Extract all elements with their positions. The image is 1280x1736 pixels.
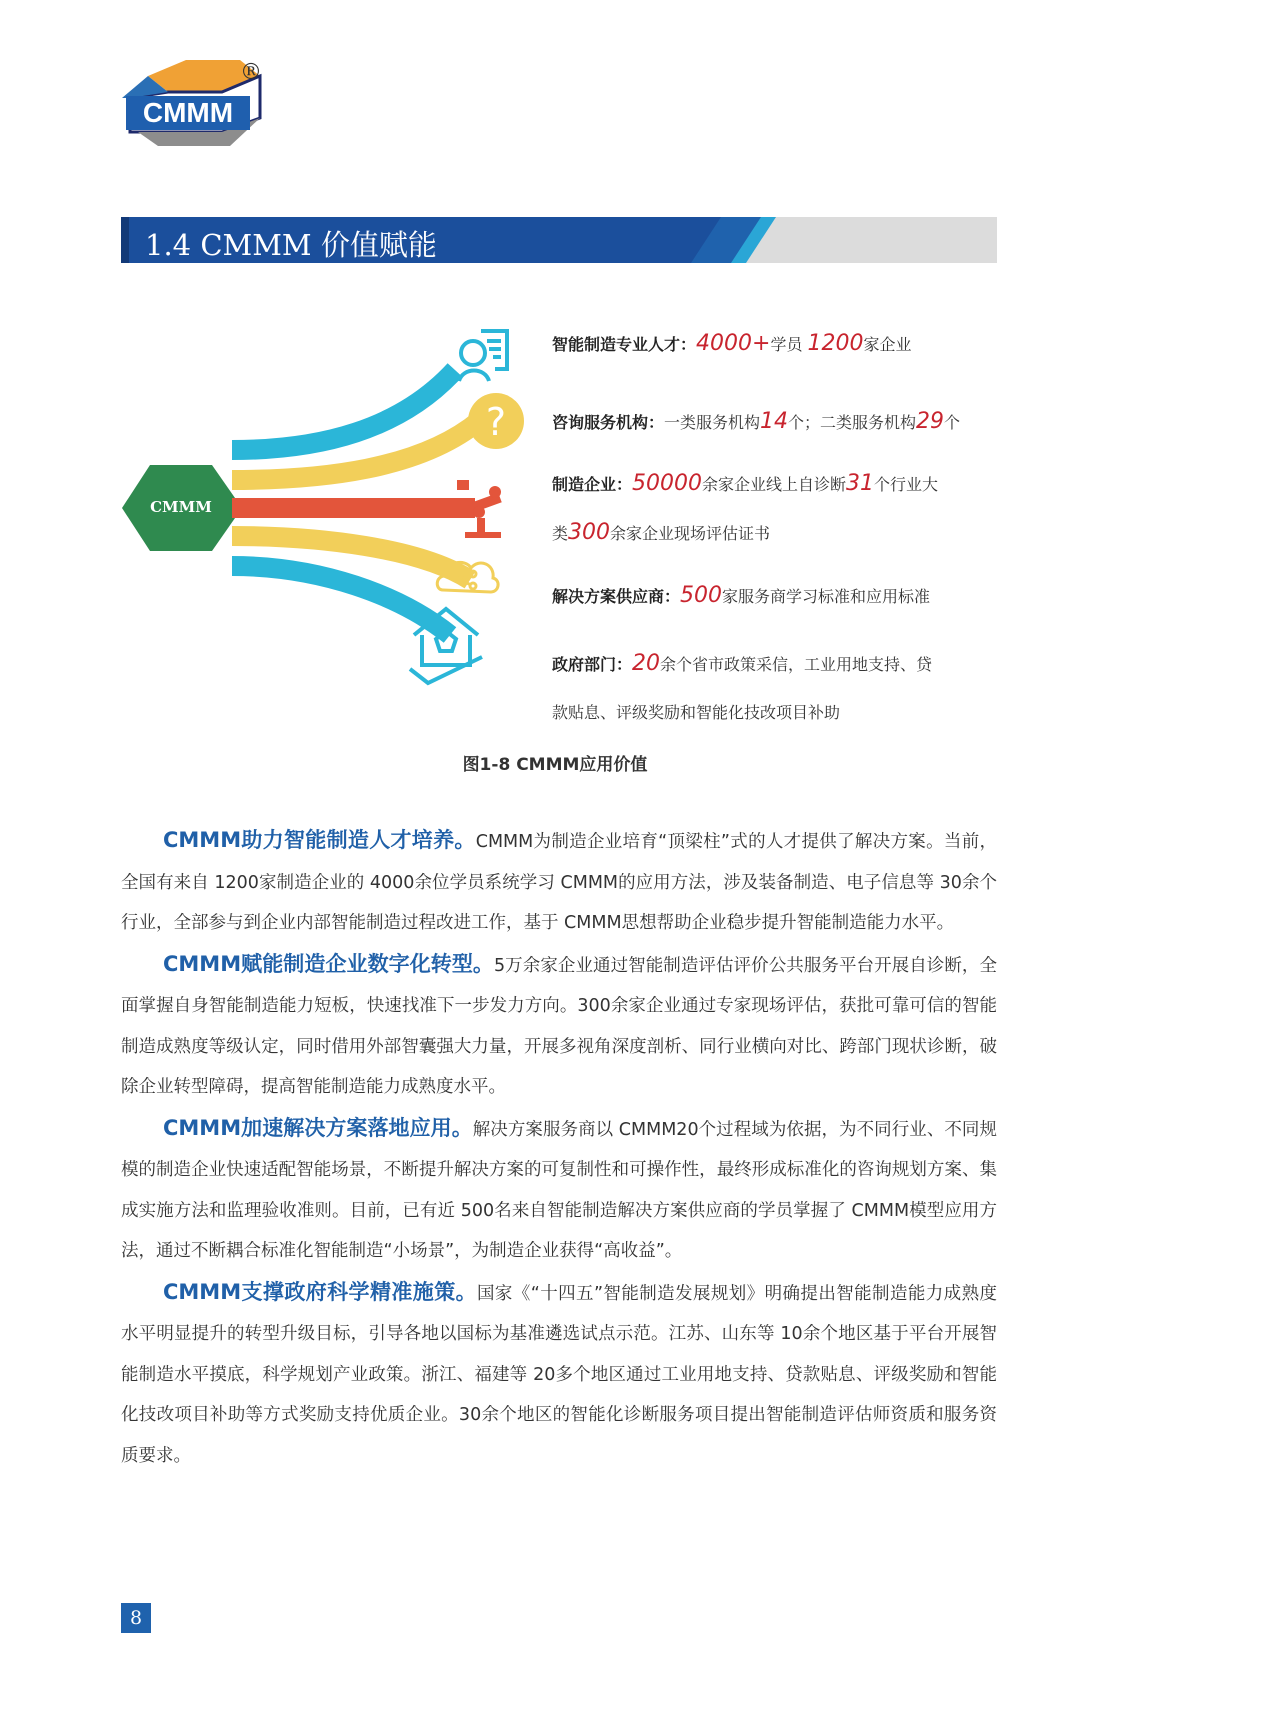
- paragraph-body: 5万余家企业通过智能制造评估评价公共服务平台开展自诊断，全面掌握自身智能制造能力短板，快速找准下一步发力方向。300余家企业通过专家现场评估，获批可靠可信的智能制造成熟度等级认定，同时借用外部智囊强大力量，开展多视角深度剖析、同行业横向对比、跨部门现状诊断，破除企业转型障碍，提高智能制造能力成熟度水平。: [121, 955, 997, 1097]
- question-icon: [468, 393, 524, 449]
- paragraph-lead: CMMM加速解决方案落地应用。: [163, 1115, 473, 1140]
- stat-text: 个行业大: [874, 475, 939, 494]
- stat-number: 14: [760, 409, 789, 434]
- stat-text: 学员: [770, 335, 808, 354]
- body-text: [121, 820, 997, 1476]
- paragraph-body: CMMM为制造企业培育“顶梁柱”式的人才提供了解决方案。当前，全国有来自 1200家制造企业的 4000余位学员系统学习 CMMM的应用方法，涉及装备制造、电子信息等 30余个行业，全部参与到企业内部智能制造过程改进工作，基于 CMMM思想帮助企业稳步提升智能制造能力水平。: [121, 832, 997, 933]
- section-title: 1.4 CMMM 价值赋能: [145, 228, 437, 262]
- logo-text: CMMM: [142, 97, 234, 128]
- ray-cyan-top: [232, 370, 455, 450]
- paragraph-body: 国家《“十四五”智能制造发展规划》明确提出智能制造能力成熟度水平明显提升的转型升级目标，引导各地以国标为基准遴选试点示范。江苏、山东等 10余个地区基于平台开展智能制造水平摸底，科学规划产业政策。浙江、福建等 20多个地区通过工业用地支持、贷款贴息、评级奖励和智能化技改项目补助等方式奖励支持优质企业。30余个地区的智能化诊断服务项目提出智能制造评估师资质和服务资质要求。: [121, 1283, 997, 1466]
- figure-caption: 图1-8 CMMM应用价值: [462, 755, 648, 775]
- svg-text:?: ?: [485, 400, 507, 444]
- page-number: 8: [121, 1603, 151, 1633]
- stat-text: 个；二类服务机构: [788, 413, 917, 432]
- stat-text: 家服务商学习标准和应用标准: [722, 587, 931, 606]
- paragraph-talent: [121, 820, 997, 944]
- paragraph-digital: [121, 944, 997, 1108]
- stat-text: 一类服务机构: [664, 413, 761, 432]
- stat-text: 余家企业线上自诊断: [702, 475, 847, 494]
- stat-text: 个: [944, 413, 961, 432]
- paragraph-solution: [121, 1108, 997, 1272]
- stat-label: 智能制造专业人才：: [552, 335, 697, 354]
- paragraph-lead: CMMM助力智能制造人才培养。: [163, 828, 476, 852]
- stat-label: 政府部门：: [552, 655, 633, 674]
- stat-solution-provider: [552, 572, 930, 621]
- stat-number: 1200: [807, 331, 864, 356]
- paragraph-body: 解决方案服务商以 CMMM20个过程域为依据，为不同行业、不同规模的制造企业快速适配智能场景，不断提升解决方案的可复制性和可操作性，最终形成标准化的咨询规划方案、集成实施方法和监理验收准则。目前，已有近 500名来自智能制造解决方案供应商的学员掌握了 CMMM模型应用方法，通过不断耦合标准化智能制造“小场景”，为制造企业获得“高收益”。: [121, 1119, 997, 1261]
- talent-icon: [459, 331, 507, 381]
- stat-number: 20: [632, 651, 661, 676]
- stat-text: 款贴息、评级奖励和智能化技改项目补助: [552, 703, 841, 722]
- stat-consulting: [552, 398, 960, 447]
- stat-number: 31: [846, 471, 875, 496]
- stat-number: 300: [568, 520, 611, 545]
- ray-cyan-bottom: [232, 566, 450, 635]
- paragraph-lead: CMMM赋能制造企业数字化转型。: [163, 951, 494, 976]
- stat-number: 29: [916, 409, 945, 434]
- stat-text: 余个省市政策采信，工业用地支持、贷: [660, 655, 933, 674]
- paragraph-lead: CMMM支撑政府科学精准施策。: [163, 1279, 478, 1304]
- paragraph-government: [121, 1272, 997, 1477]
- stat-label: 咨询服务机构：: [552, 413, 665, 432]
- stat-label: 制造企业：: [552, 475, 633, 494]
- stat-government: [552, 640, 932, 737]
- stat-number: 4000+: [696, 331, 771, 356]
- stat-text: 类: [552, 524, 569, 543]
- stat-number: 500: [680, 583, 723, 608]
- stat-manufacturer: [552, 460, 938, 558]
- stat-number: 50000: [632, 471, 703, 496]
- stat-label: 解决方案供应商：: [552, 587, 681, 606]
- section-header: [121, 217, 997, 263]
- stat-text: 余家企业现场评估证书: [610, 524, 771, 543]
- registered-mark: ®: [240, 60, 262, 85]
- stat-talent: [552, 320, 912, 369]
- hexagon-label: CMMM: [150, 498, 212, 516]
- stat-text: 家企业: [863, 335, 912, 354]
- cmmm-value-diagram: [120, 320, 1000, 720]
